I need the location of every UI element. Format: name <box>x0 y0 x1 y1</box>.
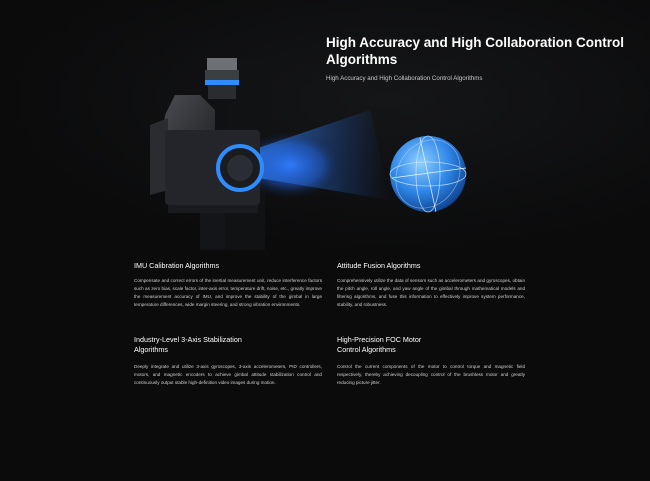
feature-foc-motor-control <box>337 335 525 387</box>
feature-title: IMU Calibration Algorithms <box>134 261 220 270</box>
feature-text: Compensate and correct errors of the inertial measurement unit, reduce interference factors such as zero bias, scale factor, inter-axis error, temperature drift, noise, etc., greatly improve the measurement accuracy of IMU, and improve the stability of the gimbal in large temperature differences, wide margin steering, and strong vibration environments. <box>134 278 322 307</box>
hero-title: High Accuracy and High Collaboration Control Algorithms <box>326 35 625 67</box>
feature-title: High-Precision FOC Motor Control Algorithms <box>337 335 422 354</box>
feature-text: Deeply integrate and utilize 3-axis gyroscopes, 3-axis accelerometers, PID controllers, motors, and magnetic encoders to achieve gimbal attitude stabilization control and continuously output stable high-definition video images during motion. <box>134 364 322 385</box>
feature-title: Attitude Fusion Algorithms <box>337 261 421 270</box>
feature-text: Control the current components of the motor to control torque and magnetic field respectively, thereby achieving decoupling control of the brushless motor and greatly reducing picture jitter. <box>337 364 525 385</box>
hero-subtitle: High Accuracy and High Collaboration Control Algorithms <box>326 75 483 82</box>
feature-imu-calibration <box>134 261 322 309</box>
feature-attitude-fusion <box>337 261 525 309</box>
feature-title: Industry-Level 3-Axis Stabilization Algorithms <box>134 335 242 354</box>
feature-3-axis-stabilization <box>134 335 322 387</box>
feature-text: Comprehensively utilize the data of sensors such as accelerometers and gyroscopes, obtain the pitch angle, roll angle, and yaw angle of the gimbal through mathematical models and filtering algorithms, and fuse this information to effectively improve system performance, stability, and robustness. <box>337 278 525 307</box>
